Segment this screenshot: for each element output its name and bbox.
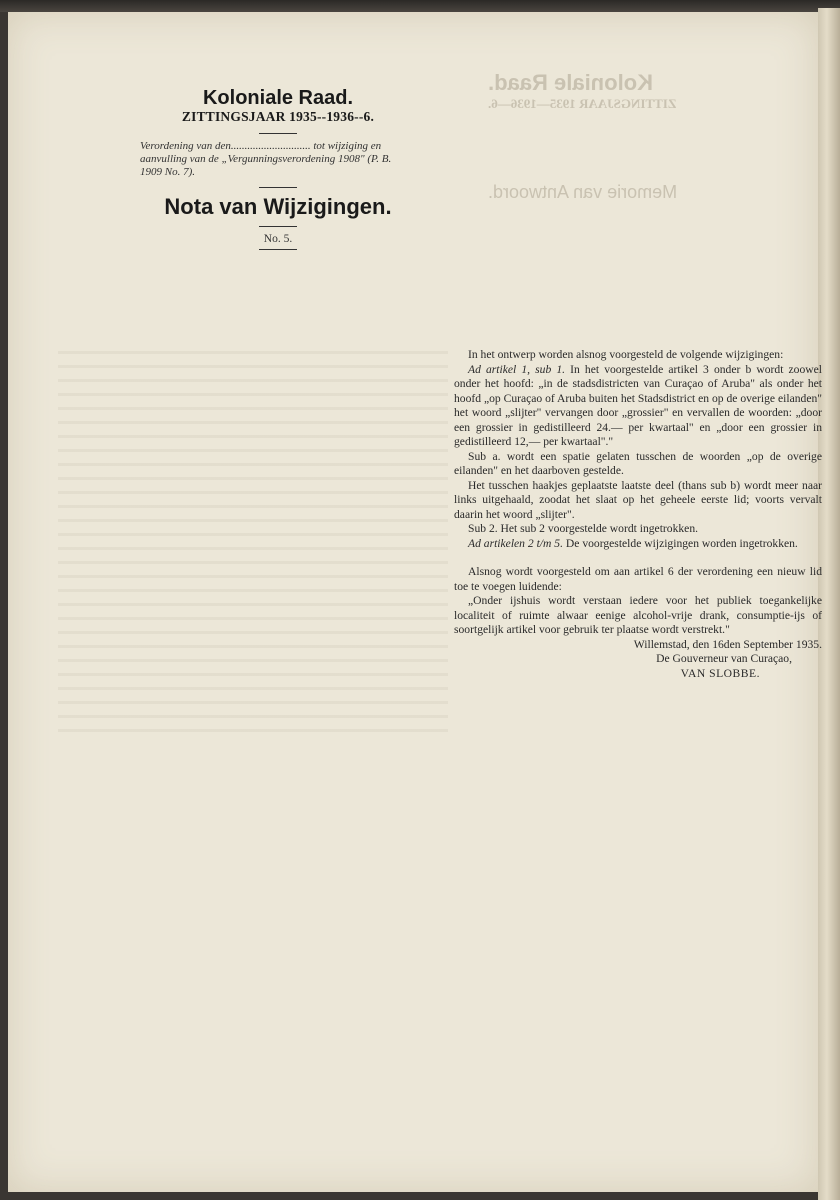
intro-paragraph: In het ontwerp worden alsnog voorgesteld de volgende wijzigingen: (468, 348, 784, 361)
document-header (128, 87, 428, 256)
scanner-edge (0, 0, 840, 12)
article-1-label: Ad artikel 1, sub 1. (468, 362, 566, 376)
articles-2-5-paragraph (454, 537, 822, 552)
council-title: Koloniale Raad. (202, 87, 354, 109)
header-rule (259, 187, 297, 188)
ordinance-description: Verordening van den............................. tot wijziging en aanvulling van de „Vergunningsverordening 1908" (P. B. 1909 No. 7). (140, 140, 392, 178)
place-date: Willemstad, den 16den September 1935. (633, 637, 822, 651)
bleed-through (488, 70, 808, 203)
article-6-quote: „Onder ijshuis wordt verstaan iedere voor het publiek toegankelijke localiteit of ruimte alwaar eenige alcohol-vrije drank, consumptie-ijs of soortgelijk artikel voor gebruik ter plaatse wordt verstrekt." (454, 594, 822, 636)
articles-2-5-label: Ad artikelen 2 t/m 5. (468, 536, 563, 550)
articles-2-5-text: De voorgestelde wijzigingen worden ingetrokken. (565, 536, 798, 550)
bracket-paragraph: Het tusschen haakjes geplaatste laatste deel (thans sub b) wordt meer naar links uitgehaald, zoodat het slaat op het geheele eerste lid; voorts vervalt daarin het woord „slijter". (454, 478, 822, 521)
bleed-session: ZITTINGSJAAR 1935—1936—6. (488, 96, 677, 111)
document-number: No. 5. (263, 233, 293, 245)
bleed-text-block (58, 342, 448, 742)
signatory-role: De Gouverneur van Curaçao, (656, 652, 792, 665)
article-1-paragraph (454, 363, 822, 450)
sub-2-paragraph: Sub 2. Het sub 2 voorgestelde wordt ingetrokken. (468, 522, 699, 535)
document-page (8, 12, 822, 1192)
header-rule (259, 249, 297, 250)
amendment-text (454, 348, 822, 681)
header-rule (259, 226, 297, 227)
header-rule (259, 133, 297, 134)
bleed-doc-title: Memorie van Antwoord. (488, 182, 678, 202)
document-title: Nota van Wijzigingen. (164, 194, 392, 219)
paragraph-gap (454, 551, 822, 565)
session-year: ZITTINGSJAAR 1935--1936--6. (181, 109, 375, 124)
signatory-name: VAN SLOBBE. (680, 666, 760, 680)
sub-a-paragraph: Sub a. wordt een spatie gelaten tusschen de woorden „op de overige eilanden" en het daarboven gestelde. (454, 449, 822, 477)
article-1-text: In het voorgestelde artikel 3 onder b wordt zoowel onder het hoofd: „in de stadsdistricten van Curaçao of Aruba" als onder het hoofd „op Curaçao of Aruba buiten het Stadsdistrict en op de overige eilanden" het woord „slijter" vervangen door „grossier" en vervallen de woorden: „door een grossier in gedistilleerd 24.— per kwartaal" en „door een grossier in gedistilleerd 12,— per kwartaal"." (454, 362, 822, 448)
article-6-intro: Alsnog wordt voorgesteld om aan artikel 6 der verordening een nieuw lid toe te voegen luidende: (454, 565, 822, 593)
bleed-title: Koloniale Raad. (488, 70, 654, 95)
